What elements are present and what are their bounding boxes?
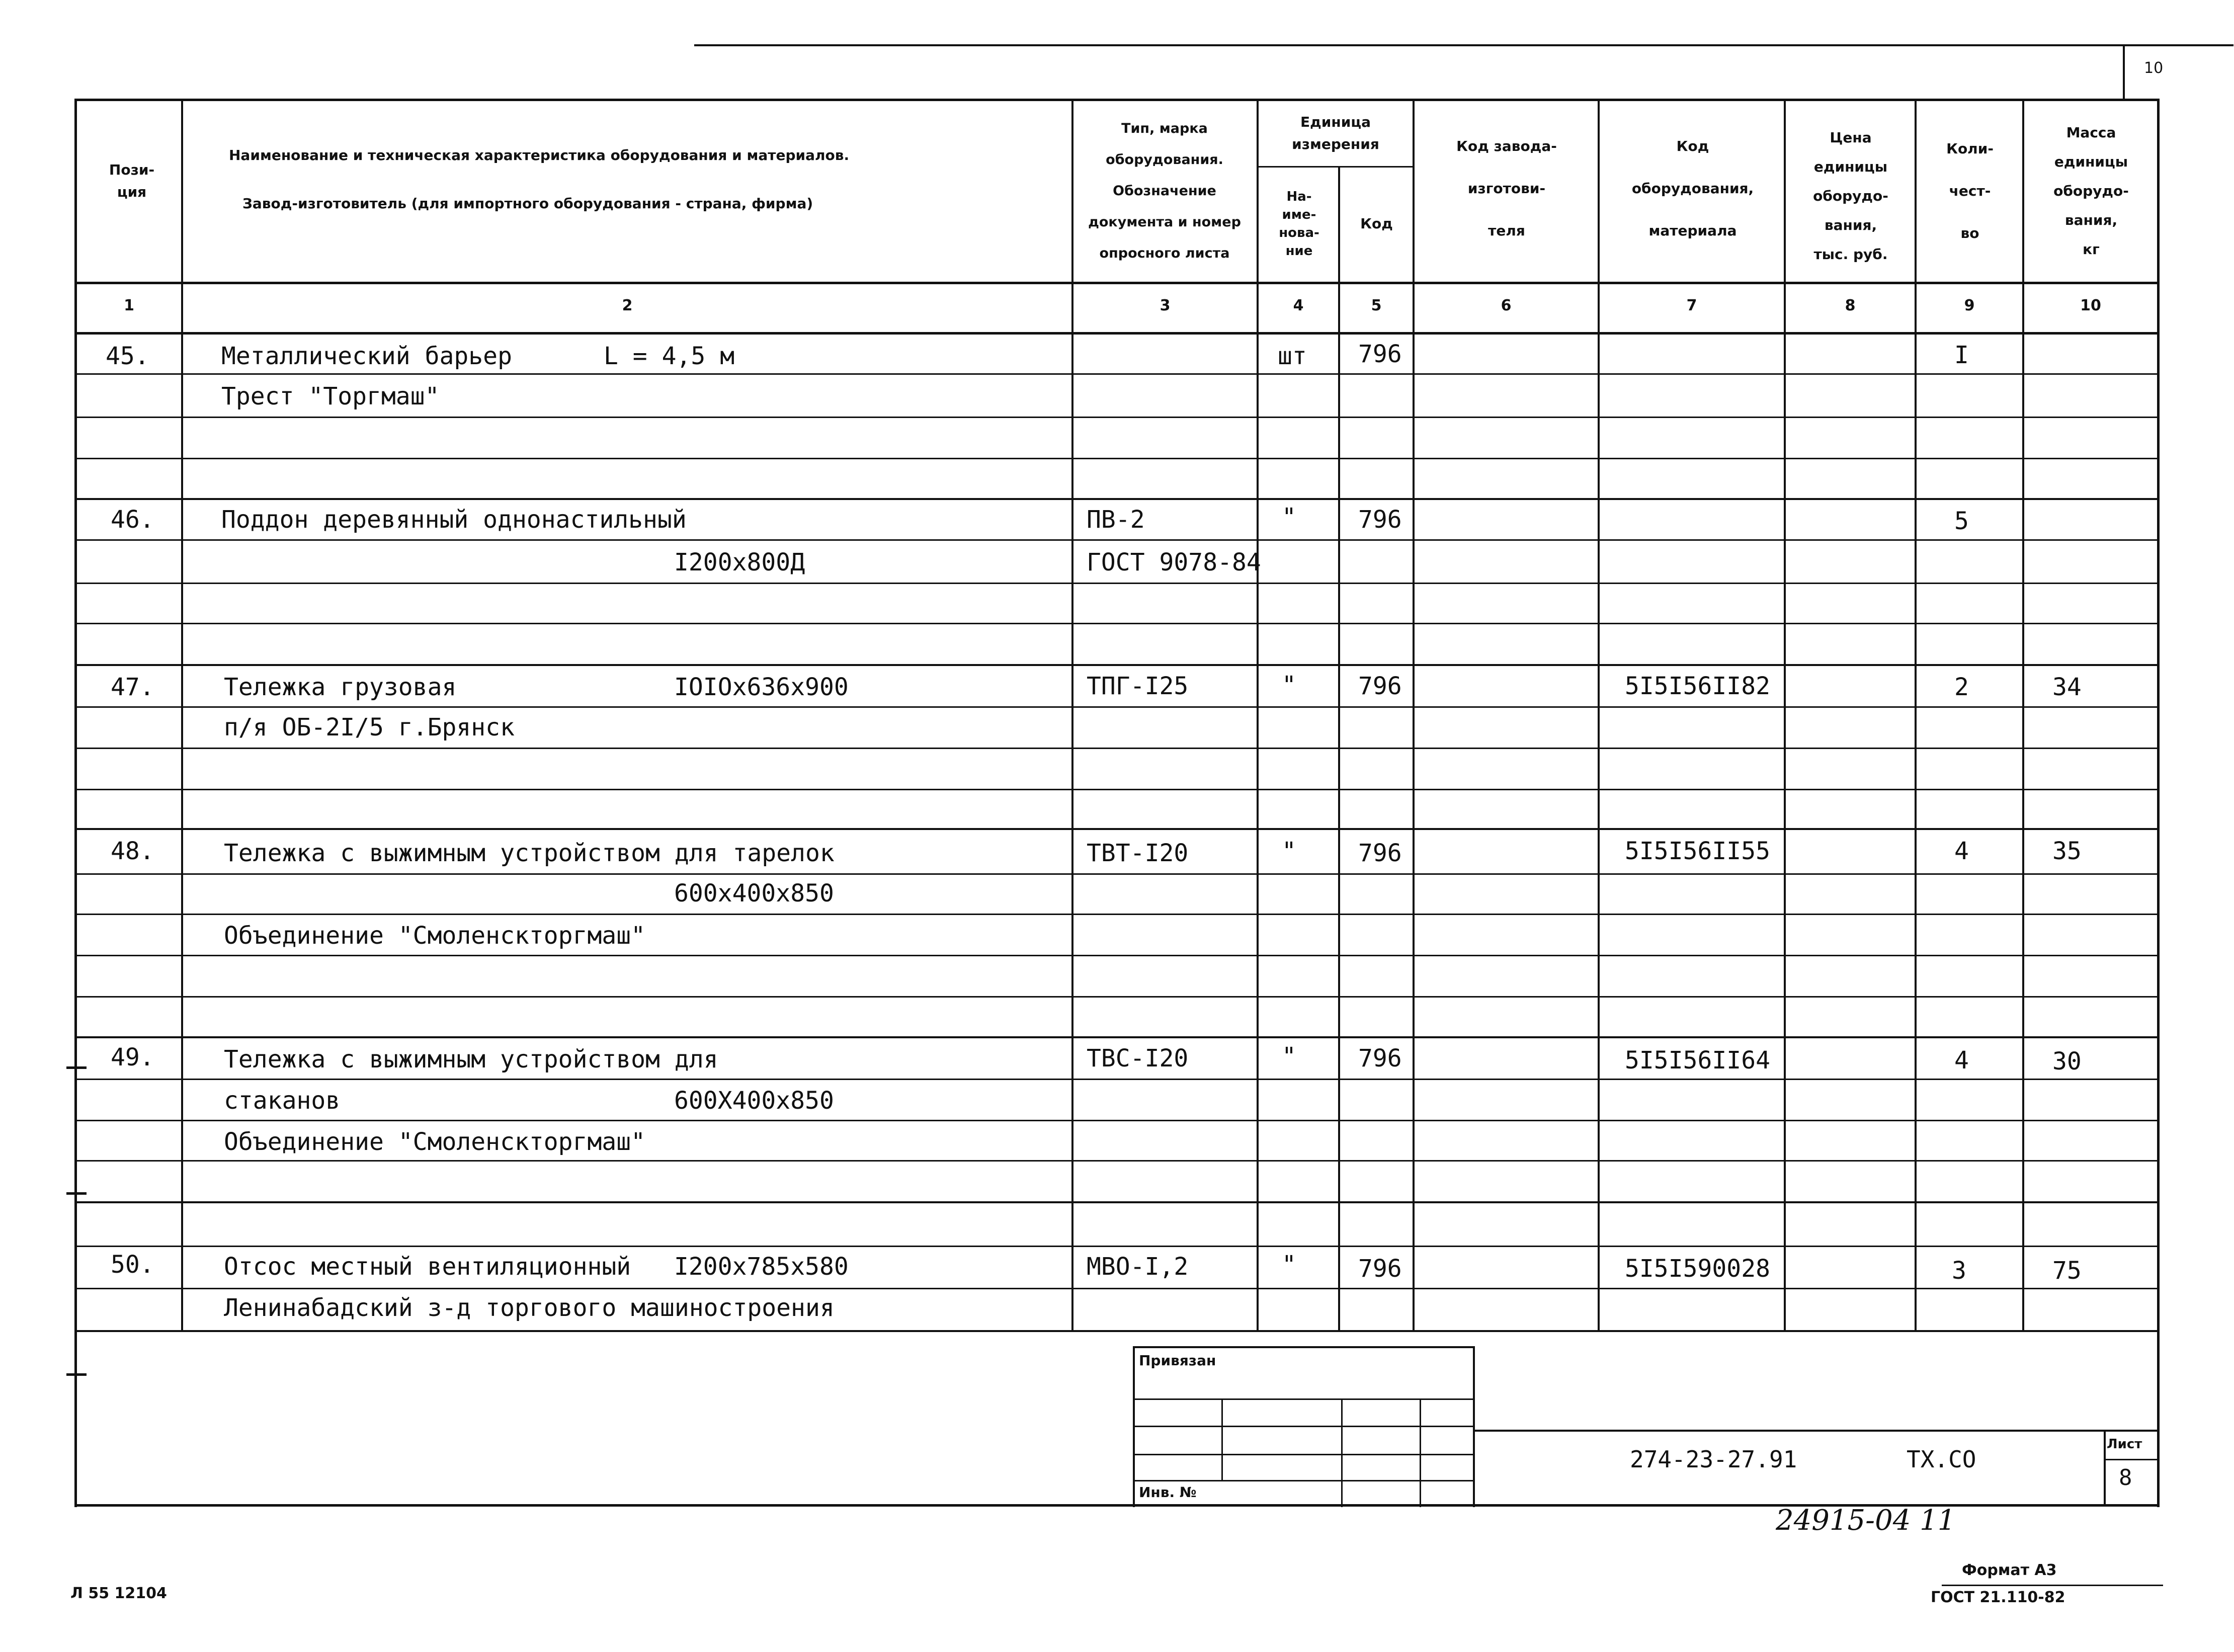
row49-manufacturer: Объединение "Смоленскторгмаш" <box>224 1128 646 1156</box>
row47-position: 47. <box>111 673 154 701</box>
row49-name: Тележка с выжимным устройством для <box>224 1045 718 1073</box>
stamp-inventory-label: Инв. № <box>1139 1484 1197 1501</box>
row46-type: ПВ-2 <box>1087 506 1145 534</box>
row-line <box>74 498 2159 500</box>
row45-name: Металлический барьер <box>221 342 512 370</box>
stamp-col-line <box>1420 1398 1421 1507</box>
row47-size: IOIOx636x900 <box>674 673 849 701</box>
row-line <box>74 1288 2159 1289</box>
stamp-bound-label: Привязан <box>1139 1352 1216 1369</box>
stamp-col-line <box>1221 1398 1223 1480</box>
row47-code: 796 <box>1358 672 1402 700</box>
row48-type: ТВТ-I20 <box>1087 839 1189 867</box>
col-divider-8 <box>1915 99 1917 1331</box>
row-line <box>74 583 2159 584</box>
col-divider-2 <box>1071 99 1073 1331</box>
format-underline <box>1942 1585 2163 1586</box>
row48-unit: " <box>1282 837 1296 865</box>
header-unit-code: Код <box>1360 215 1393 232</box>
colnum-9: 9 <box>1964 297 1975 314</box>
row46-name: Поддон деревянный однонастильный <box>221 506 687 534</box>
row-line <box>74 458 2159 459</box>
row46-gost: ГОСТ 9078-84 <box>1087 548 1261 576</box>
row-line <box>74 789 2159 790</box>
numbers-bottom-border <box>74 332 2159 335</box>
row45-quantity: I <box>1954 341 1969 369</box>
row-line <box>74 1246 2159 1247</box>
row46-unit: " <box>1282 503 1296 531</box>
row50-quantity: 3 <box>1952 1257 1966 1285</box>
table-right-border <box>2157 99 2160 1507</box>
row50-position: 50. <box>111 1251 154 1279</box>
row48-quantity: 4 <box>1954 837 1969 865</box>
row49-size: 600X400x850 <box>674 1087 834 1115</box>
colnum-4: 4 <box>1293 297 1304 314</box>
row50-manufacturer: Ленинабадский з-д торгового машиностроения <box>224 1294 835 1322</box>
row-line <box>74 539 2159 541</box>
colnum-5: 5 <box>1371 297 1382 314</box>
row50-code: 796 <box>1358 1255 1402 1283</box>
row-line <box>74 664 2159 666</box>
row46-position: 46. <box>111 506 154 534</box>
sheet-cell-divider <box>2104 1432 2106 1506</box>
col-divider-7 <box>1784 99 1786 1331</box>
row45-code: 796 <box>1358 340 1402 368</box>
header-unit-name: На- име- нова- ние <box>1279 189 1319 259</box>
row-line <box>74 1079 2159 1080</box>
header-name-line2: Завод-изготовитель (для импортного оборудования - страна, фирма) <box>242 195 813 212</box>
row45-position: 45. <box>106 342 149 370</box>
row-line <box>74 417 2159 418</box>
row49-equipment-code: 5I5I56II64 <box>1625 1046 1770 1075</box>
row50-unit: " <box>1282 1251 1296 1279</box>
colnum-10: 10 <box>2080 297 2101 314</box>
col-divider-5 <box>1413 99 1415 1331</box>
row49-code: 796 <box>1358 1044 1402 1072</box>
row49-name-cont: стаканов <box>224 1087 341 1115</box>
header-quantity: Коли- чест- во <box>1946 140 1994 241</box>
top-rule <box>694 44 2233 46</box>
row48-name: Тележка с выжимным устройством для тарелок <box>224 839 835 867</box>
row-line <box>74 955 2159 956</box>
header-name-line1: Наименование и техническая характеристика оборудования и материалов. <box>229 147 850 163</box>
row-line <box>74 748 2159 749</box>
row49-position: 49. <box>111 1043 154 1071</box>
header-price: Цена единицы оборудо- вания, тыс. руб. <box>1813 129 1888 263</box>
row48-code: 796 <box>1358 839 1402 867</box>
stamp-row-line <box>1133 1426 1475 1427</box>
colnum-3: 3 <box>1160 297 1171 314</box>
row45-unit: шт <box>1278 342 1307 370</box>
row48-equipment-code: 5I5I56II55 <box>1625 837 1770 865</box>
row-line <box>74 373 2159 375</box>
row49-quantity: 4 <box>1954 1046 1969 1075</box>
table-top-border <box>74 99 2159 101</box>
colnum-2: 2 <box>622 297 633 314</box>
header-equipment-code: Код оборудования, материала <box>1631 138 1754 239</box>
col-divider-6 <box>1598 99 1600 1331</box>
row49-unit: " <box>1282 1042 1296 1070</box>
row-line <box>74 706 2159 708</box>
row-line <box>74 996 2159 998</box>
row47-quantity: 2 <box>1954 673 1969 701</box>
gost-label: ГОСТ 21.110-82 <box>1931 1589 2065 1606</box>
bottom-left-code: Л 55 12104 <box>70 1585 167 1602</box>
page-number: 10 <box>2144 59 2164 77</box>
colnum-7: 7 <box>1686 297 1697 314</box>
stamp-row-line <box>1133 1454 1475 1455</box>
stamp-top-border <box>1133 1346 1475 1348</box>
row47-type: ТПГ-I25 <box>1087 672 1189 700</box>
row50-name: Отсос местный вентиляционный <box>224 1253 631 1281</box>
row45-manufacturer: Трест "Торгмаш" <box>221 382 440 410</box>
colnum-1: 1 <box>124 297 134 314</box>
header-position: Пози- ция <box>109 161 155 200</box>
title-block-line <box>1473 1430 2159 1432</box>
row48-position: 48. <box>111 837 154 865</box>
row-line <box>74 873 2159 875</box>
row47-unit: " <box>1282 671 1296 699</box>
row45-length: L = 4,5 м <box>604 342 735 370</box>
row50-size: I200x785x580 <box>674 1253 849 1281</box>
row50-equipment-code: 5I5I590028 <box>1625 1255 1770 1283</box>
colnum-8: 8 <box>1845 297 1856 314</box>
col-divider-3 <box>1257 99 1259 1331</box>
row48-size: 600x400x850 <box>674 879 834 907</box>
colnum-6: 6 <box>1501 297 1512 314</box>
row-line <box>74 1201 2159 1203</box>
table-body-bottom <box>74 1330 2159 1332</box>
stamp-col-line <box>1341 1398 1343 1507</box>
row-line <box>74 828 2159 830</box>
row46-code: 796 <box>1358 506 1402 534</box>
document-suffix: ТХ.СО <box>1907 1446 1976 1473</box>
unit-group-divider <box>1257 166 1413 168</box>
sheet-label: Лист <box>2107 1437 2142 1452</box>
format-label: Формат А3 <box>1962 1561 2057 1579</box>
stamp-row-line <box>1133 1398 1475 1400</box>
row-line <box>74 1160 2159 1162</box>
row48-mass: 35 <box>2052 837 2082 865</box>
document-code: 274-23-27.91 <box>1630 1446 1797 1473</box>
header-bottom-border <box>74 282 2159 284</box>
row49-mass: 30 <box>2052 1047 2082 1076</box>
sheet-cell-line <box>2104 1459 2159 1460</box>
header-unit-group: Единица измерения <box>1292 114 1379 152</box>
col-divider-1 <box>181 99 183 1331</box>
row-line <box>74 1036 2159 1038</box>
row46-size: I200x800Д <box>674 548 805 576</box>
row50-type: МВО-I,2 <box>1087 1253 1189 1281</box>
row50-mass: 75 <box>2052 1257 2082 1285</box>
col-divider-9 <box>2022 99 2024 1331</box>
row47-name: Тележка грузовая <box>224 673 457 701</box>
row47-equipment-code: 5I5I56II82 <box>1625 672 1770 700</box>
row46-quantity: 5 <box>1954 507 1969 535</box>
handwritten-number: 24915-04 11 <box>1776 1504 1956 1537</box>
page-number-divider <box>2123 46 2125 100</box>
row-line <box>74 623 2159 624</box>
margin-tick <box>66 1373 87 1376</box>
sheet-number: 8 <box>2119 1465 2132 1491</box>
header-type: Тип, марка оборудования. Обозначение документа и номер опросного листа <box>1088 121 1241 261</box>
row49-type: ТВС-I20 <box>1087 1044 1189 1072</box>
row-line <box>74 1120 2159 1121</box>
row-line <box>74 914 2159 915</box>
header-factory-code: Код завода- изготови- теля <box>1456 138 1557 239</box>
margin-tick <box>66 1066 87 1069</box>
row47-manufacturer: п/я ОБ-2I/5 г.Брянск <box>224 713 515 741</box>
header-mass: Масса единицы оборудо- вания, кг <box>2053 124 2129 258</box>
margin-tick <box>66 1192 87 1195</box>
row47-mass: 34 <box>2052 673 2082 701</box>
row48-manufacturer: Объединение "Смоленскторгмаш" <box>224 922 646 950</box>
stamp-row-line <box>1133 1480 1475 1481</box>
